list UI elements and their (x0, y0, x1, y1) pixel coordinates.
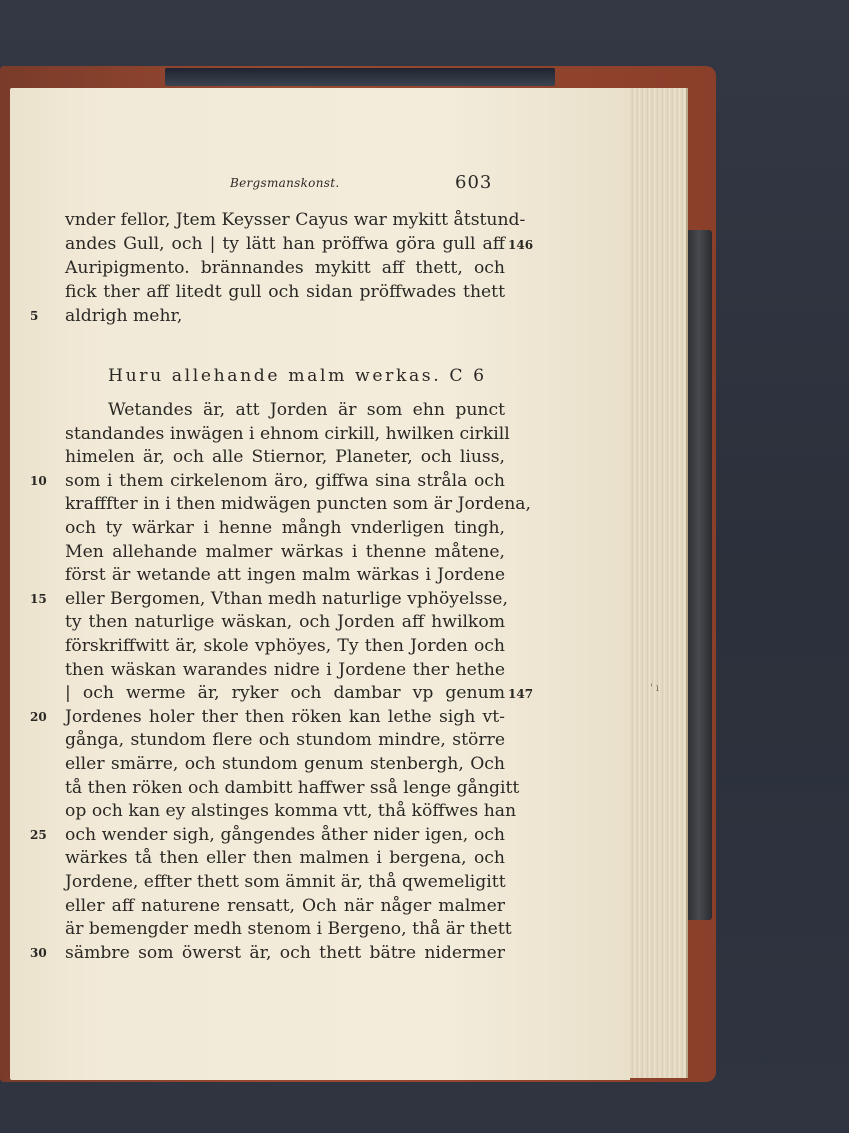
text-line: eller smärre, och stundom genum stenbergh, Och (65, 754, 505, 774)
line-number: 15 (30, 591, 47, 606)
text-line: sämbre som öwerst är, och thett bätre nidermer (65, 942, 505, 963)
text-line: Wetandes är, att Jorden är som ehn punct (108, 400, 505, 420)
text-line: Auripigmento. brännandes mykitt aff thett, och (65, 258, 505, 278)
text-line: vnder fellor, Jtem Keysser Cayus war mykitt åtstund- (65, 210, 526, 230)
text-line: och wender sigh, gångendes åther nider igen, och (65, 824, 505, 845)
spine-band (686, 230, 712, 920)
text-line: Men allehande malmer wärkas i thenne måtene, (65, 541, 505, 562)
text-line: wärkes tå then eller then malmen i bergena, och (65, 848, 505, 869)
cover-strip (165, 68, 555, 86)
stray-mark: ' ı (650, 683, 660, 694)
text-line: är bemengder medh stenom i Bergeno, thå är thett (65, 919, 512, 940)
line-number: 30 (30, 945, 47, 960)
text-line: Jordene, effter thett som ämnit är, thå qwemeligitt (65, 872, 506, 892)
text-line: eller Bergomen, Vthan medh naturlige vphöyelsse, (65, 588, 508, 609)
text-line: fick ther aff litedt gull och sidan pröffwades thett (65, 282, 505, 302)
text-line: himelen är, och alle Stiernor, Planeter, och liuss, (65, 447, 505, 468)
text-line: ty then naturlige wäskan, och Jorden aff hwilkom (65, 612, 505, 633)
text-line: som i them cirkelenom äro, giffwa sina stråla och (65, 470, 505, 491)
margin-page-ref: 146 (508, 238, 534, 252)
section-heading: Huru allehande malm werkas. C 6 (108, 366, 487, 386)
text-line: then wäskan warandes nidre i Jordene ther hethe (65, 659, 505, 680)
text-line: Jordenes holer ther then röken kan lethe sigh vt- (65, 706, 505, 727)
text-line: eller aff naturene rensatt, Och när någer malmer (65, 895, 505, 916)
line-number: 20 (30, 709, 47, 724)
line-number: 25 (30, 827, 47, 842)
page-number: 603 (455, 172, 493, 193)
text-line: andes Gull, och | ty lätt han pröffwa göra gull aff (65, 234, 505, 254)
text-line: standandes inwägen i ehnom cirkill, hwilken cirkill (65, 423, 510, 444)
text-line: först är wetande att ingen malm wärkas i Jordene (65, 565, 505, 586)
text-line: | och werme är, ryker och dambar vp genum (65, 683, 505, 704)
text-line: gånga, stundom flere och stundom mindre, större (65, 730, 505, 751)
text-line: förskriffwitt är, skole vphöyes, Ty then Jorden och (65, 636, 505, 656)
margin-page-ref: 147 (508, 687, 534, 702)
text-line: op och kan ey alstinges komma vtt, thå köffwes han (65, 801, 517, 822)
line-number: 5 (30, 309, 39, 323)
page-edges (626, 88, 688, 1078)
text-line: tå then röken och dambitt haffwer sså lenge gångitt (65, 777, 520, 798)
text-line: aldrigh mehr, (65, 306, 183, 326)
running-title: Bergsmanskonst. (230, 176, 340, 190)
text-line: krafffter in i then midwägen puncten som är Jordena, (65, 494, 531, 515)
text-line: och ty wärkar i henne mångh vnderligen tingh, (65, 518, 505, 538)
line-number: 10 (30, 473, 47, 488)
